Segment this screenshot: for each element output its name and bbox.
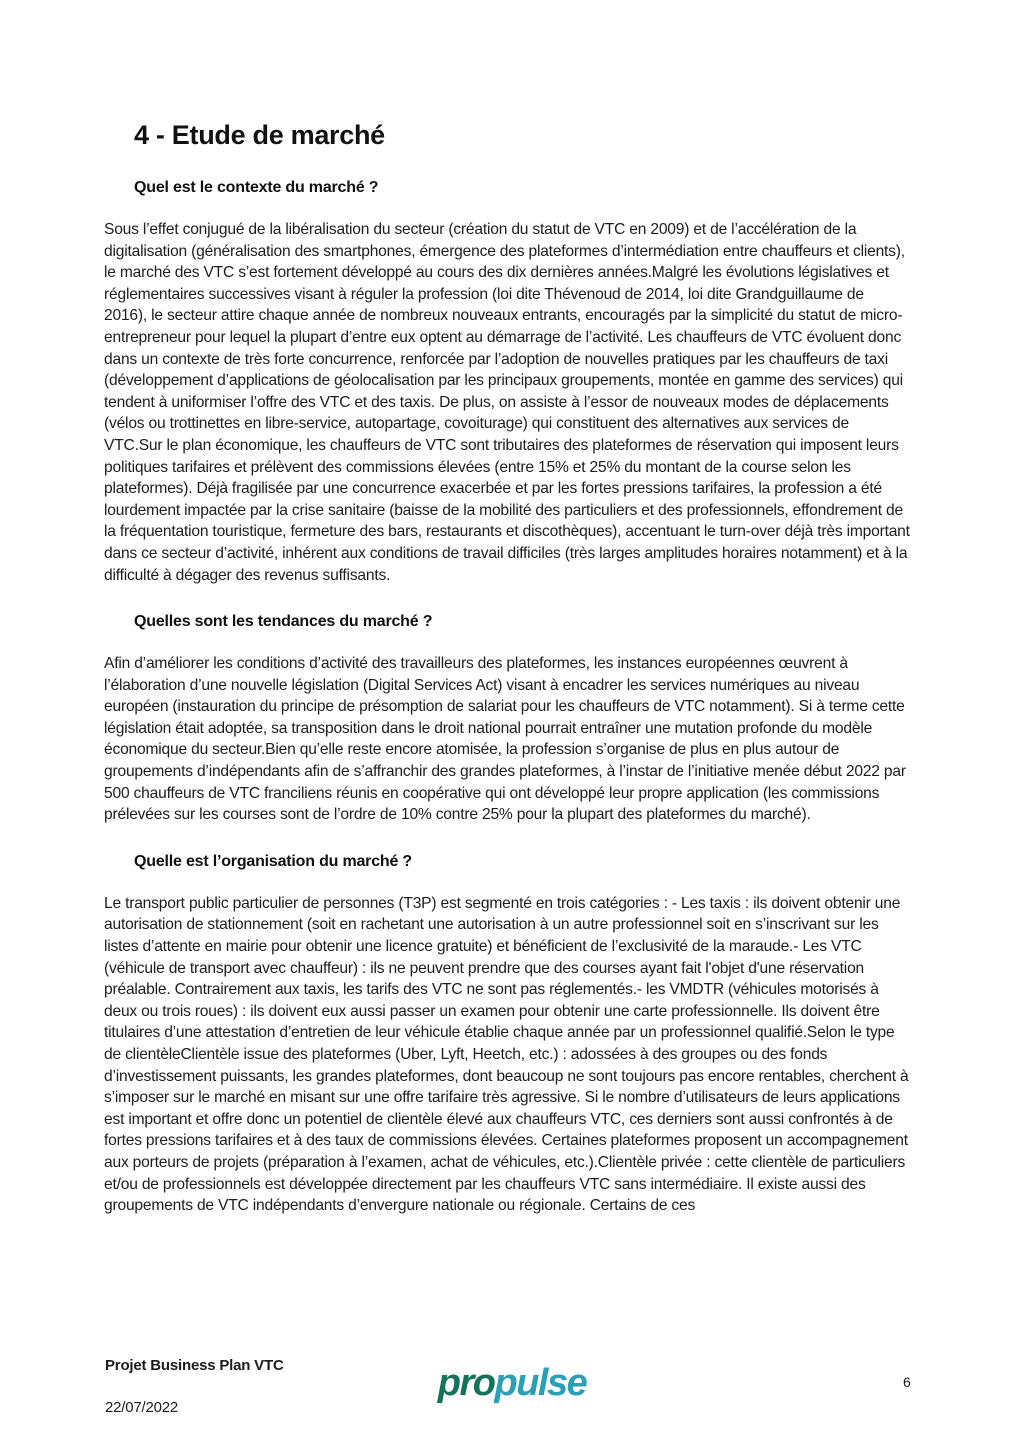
section-market-trends: [104, 612, 910, 826]
footer-date: 22/07/2022: [105, 1399, 179, 1416]
propulse-logo: [438, 1362, 586, 1405]
section-market-organisation: [104, 852, 910, 1217]
page-title: 4 - Etude de marché: [134, 120, 385, 150]
section-heading-context: Quel est le contexte du marché ?: [134, 179, 379, 196]
section-body-trends: Afin d’améliorer les conditions d’activité des travailleurs des plateformes, les instances européennes œuvrent à l’élaboration d’une nouvelle législation (Digital Services Act) visant à encadrer les services numériques au niveau européen (instauration du principe de présomption de salariat pour les chauffeurs de VTC notamment). Si à terme cette législation était adoptée, sa transposition dans le droit national pourrait entraîner une mutation profonde du modèle économique du secteur.Bien qu’elle reste encore atomisée, la profession s’organise de plus en plus autour de groupements d’indépendants afin de s’affranchir des grandes plateformes, à l’instar de l’initiative menée début 2022 par 500 chauffeurs de VTC franciliens réunis en coopérative qui ont développé leur propre application (les commissions prélevées sur les courses sont de l’ordre de 10% contre 25% pour la plupart des plateformes du marché).: [104, 655, 906, 824]
footer-project-title: Projet Business Plan VTC: [105, 1357, 284, 1374]
propulse-logo-pro: pro: [437, 1362, 495, 1404]
section-heading-organisation: Quelle est l’organisation du marché ?: [134, 852, 412, 870]
section-heading-trends: Quelles sont les tendances du marché ?: [134, 613, 433, 631]
propulse-logo-pulse: pulse: [494, 1362, 587, 1404]
section-body-context: Sous l’effet conjugué de la libéralisation du secteur (création du statut de VTC en 2009) et de l’accélération de la digitalisation (généralisation des smartphones, émergence des plateformes d’intermédiation entre chauffeurs et clients), le marché des VTC s’est fortement développé au cours des dix dernières années.Malgré les évolutions législatives et réglementaires successives visant à réguler la profession (loi dite Thévenoud de 2014, loi dite Grandguillaume de 2016), le secteur attire chaque année de nombreux nouveaux entrants, encouragés par la simplicité du statut de micro-entrepreneur pour lequel la plupart d’entre eux optent au démarrage de l’activité. Les chauffeurs de VTC évoluent donc dans un contexte de très forte concurrence, renforcée par l’adoption de nouvelles pratiques par les chauffeurs de taxi (développement d’applications de géolocalisation par les principaux groupements, montée en gamme des services) qui tendent à uniformiser l’offre des VTC et des taxis. De plus, on assiste à l’essor de nouveaux modes de déplacements (vélos ou trottinettes en libre-service, autopartage, covoiturage) qui constituent des alternatives aux services de VTC.Sur le plan économique, les chauffeurs de VTC sont tributaires des plateformes de réservation qui imposent leurs politiques tarifaires et prélèvent des commissions élevées (entre 15% et 25% du montant de la course selon les plateformes). Déjà fragilisée par une concurrence exacerbée et par les fortes pressions tarifaires, la profession a été lourdement impactée par la crise sanitaire (baisse de la mobilité des particuliers et des professionnels, effondrement de la fréquentation touristique, fermeture des bars, restaurants et discothèques), accentuant le turn-over déjà très important dans ce secteur d’activité, inhérent aux conditions de travail difficiles (très larges amplitudes horaires notamment) et à la difficulté à dégager des revenus suffisants.: [104, 221, 910, 584]
page-number: 6: [903, 1374, 911, 1390]
section-market-context: [104, 178, 910, 586]
document-content: [104, 118, 910, 1217]
section-body-organisation: Le transport public particulier de personnes (T3P) est segmenté en trois catégories : - Les taxis : ils doivent obtenir une autorisation de stationnement (soit en rachetant une autorisation à un autre professionnel soit en s’inscrivant sur les listes d’attente en mairie pour obtenir une licence gratuite) et bénéficient de l’exclusivité de la maraude.- Les VTC (véhicule de transport avec chauffeur) : ils ne peuvent prendre que des courses ayant fait l'objet d'une réservation préalable. Contrairement aux taxis, les tarifs des VTC ne sont pas réglementés.- les VMDTR (véhicules motorisés à deux ou trois roues) : ils doivent eux aussi passer un examen pour obtenir une carte professionnelle. Ils doivent être titulaires d’une attestation d’entretien de leur véhicule établie chaque année par un professionnel qualifié.Selon le type de clientèleClientèle issue des plateformes (Uber, Lyft, Heetch, etc.) : adossées à des groupes ou des fonds d’investissement puissants, les grandes plateformes, dont beaucoup ne sont toujours pas encore rentables, cherchent à s’imposer sur le marché en misant sur une offre tarifaire très agressive. Si le nombre d’utilisateurs de leurs applications est important et offre donc un potentiel de clientèle élevé aux chauffeurs VTC, ces derniers sont aussi confrontés à de fortes pressions tarifaires et à des taux de commissions élevées. Certaines plateformes proposent un accompagnement aux porteurs de projets (préparation à l’examen, achat de véhicules, etc.).Clientèle privée : cette clientèle de particuliers et/ou de professionnels est développée directement par les chauffeurs VTC sans intermédiaire. Il existe aussi des groupements de VTC indépendants d’envergure nationale ou régionale. Certains de ces: [104, 894, 909, 1215]
